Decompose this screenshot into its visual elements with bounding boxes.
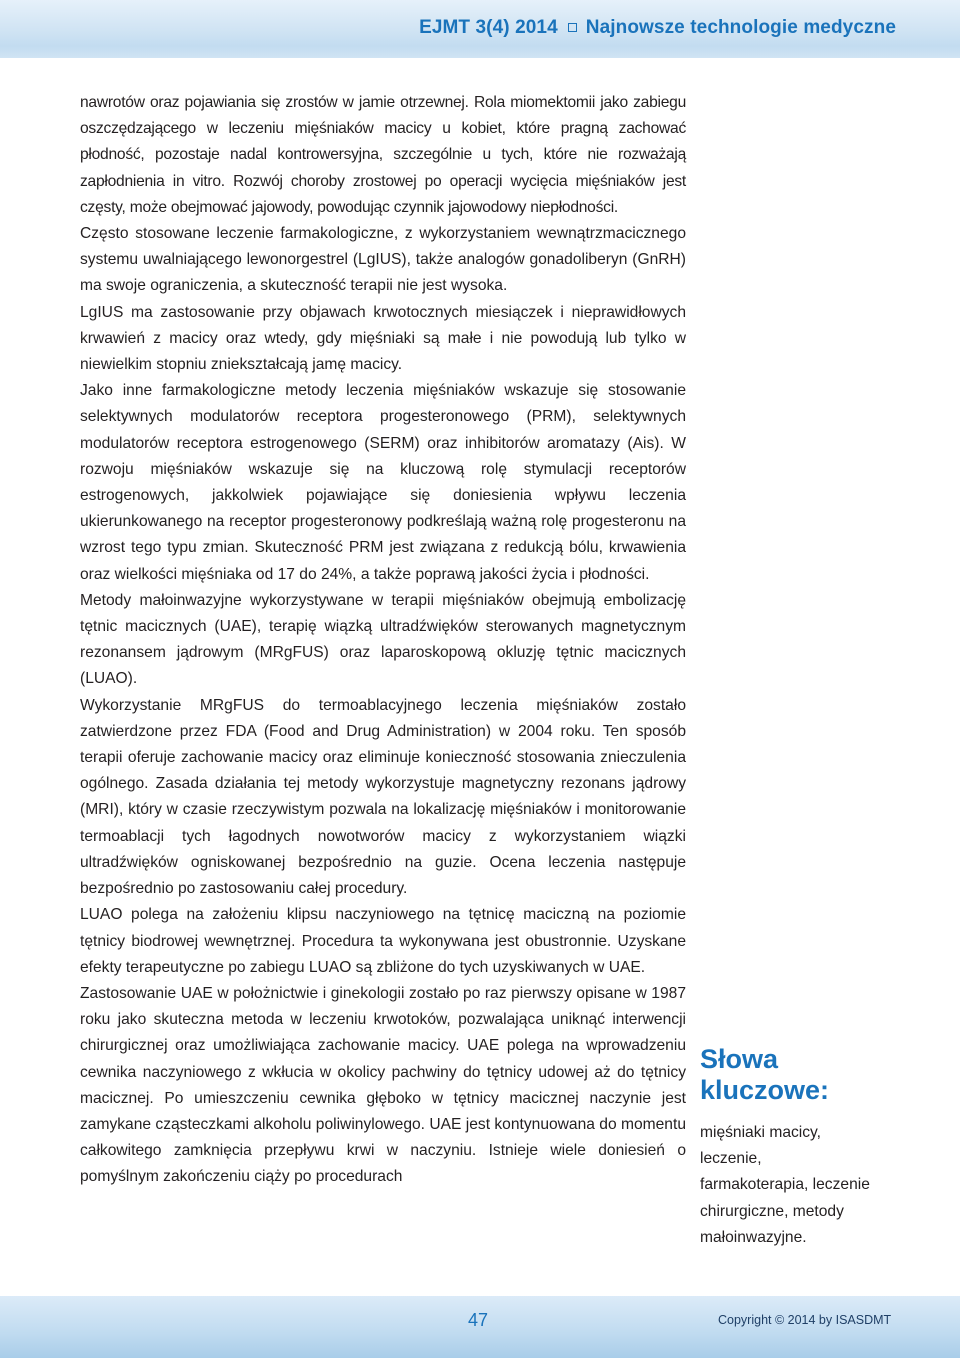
article-body [80,90,686,1191]
paragraph: nawrotów oraz pojawiania się zrostów w jamie otrzewnej. Rola miomektomii jako zabiegu oszczędzającego w leczeniu mięśniaków macicy u kobiet, które pragną zachować płodność, pozostaje nadal kontrowersyjna, szczególnie u tych, które nie rozważają zapłodnienia in vitro. Rozwój choroby zrostowej po operacji wycięcia mięśniaków jest częsty, może obejmować jajowody, powodując czynnik jajowodowy niepłodności. [80,94,686,216]
paragraph: Metody małoinwazyjne wykorzystywane w terapii mięśniaków obejmują embolizację tętnic macicznych (UAE), terapię wiązką ultradźwięków sterowanych magnetycznym rezonansem jądrowym (MRgFUS) oraz laparoskopową okluzję tętnic macicznych (LUAO). [80,591,686,688]
paragraph: Wykorzystanie MRgFUS do termoablacyjnego leczenia mięśniaków zostało zatwierdzone przez FDA (Food and Drug Administration) w 2004 roku. Ten sposób terapii oferuje zachowanie macicy oraz eliminuje konieczność stosowania znieczulenia ogólnego. Zasada działania tej metody wykorzystuje magnetyczny rezonans jądrowy (MRI), który w czasie rzeczywistym pozwala na lokalizację mięśniaków i monitorowanie termoablacji tych łagodnych nowotworów macicy z wykorzystaniem wiązki ultradźwięków ogniskowanej bezpośrednio na guzie. Ocena leczenia następuje bezpośrednio po zastosowaniu całej procedury. [80,696,686,898]
page-header [0,0,960,58]
keywords-title: Słowa kluczowe: [700,1044,830,1105]
paragraph: LgIUS ma zastosowanie przy objawach krwotocznych miesiączek i nieprawidłowych krwawień z macicy oraz wtedy, gdy mięśniaki są małe i nie powodują lub tylko w niewielkim stopniu zniekształcają jamę macicy. [80,303,686,374]
keywords-list: mięśniaki macicy, leczenie, farmakoterapia, leczenie chirurgiczne, metody małoinwazyjne. [700,1124,870,1246]
paragraph: Jako inne farmakologiczne metody leczenia mięśniaków wskazuje się stosowanie selektywnych modulatorów receptora progesteronowego (PRM), selektywnych modulatorów receptora estrogenowego (SERM) oraz inhibitorów aromatazy (Ais). W rozwoju mięśniaków wskazuje się na kluczową rolę stymulacji receptorów estrogenowych, jakkolwiek pojawiające się doniesienia wpływu leczenia ukierunkowanego na receptor progesteronowy podkreślają ważną rolę progesteronu na wzrost tego typu zmian. Skuteczność PRM jest związana z redukcją bólu, krwawienia oraz wielkości mięśniaka od 17 do 24%, a także poprawą jakości życia i płodności. [80,382,686,583]
page-footer [0,1296,960,1358]
page-number: 47 [468,1310,489,1330]
paragraph: LUAO polega na założeniu klipsu naczyniowego na tętnicę maciczną na poziomie tętnicy biodrowej wewnętrznej. Procedura ta wykonywana jest obustronnie. Uzyskane efekty terapeutyczne po zabiegu LUAO są zbliżone do tych uzyskiwanych w UAE. [80,906,686,976]
section-name: Najnowsze technologie medyczne [585,17,896,38]
keywords-box [700,1044,870,1251]
running-head [419,17,896,39]
paragraph: Zastosowanie UAE w położnictwie i ginekologii zostało po raz pierwszy opisane w 1987 roku jako skuteczna metoda w leczeniu krwotoków, pozwalająca uniknąć interwencji chirurgicznej oraz umożliwiająca zachowanie macicy. UAE polega na wprowadzeniu cewnika naczyniowego z wkłucia w okolicy pachwiny do tętnicy udowej aż do tętnicy macicznej. Po umieszczeniu cewnika głęboko w tętnicy macicznej naczynie jest zamykane cząsteczkami alkoholu poliwinylowego. UAE jest kontynuowana do momentu całkowitego zamknięcia przepływu krwi w naczyniu. Istnieje wiele doniesień o pomyślnym zakończeniu ciąży po procedurach [80,984,686,1186]
paragraph: Często stosowane leczenie farmakologiczne, z wykorzystaniem wewnątrzmacicznego systemu uwalniającego lewonorgestrel (LgIUS), także analogów gonadoliberyn (GnRH) ma swoje ograniczenia, a skuteczność terapii nie jest wysoka. [80,225,686,295]
square-separator-icon [568,23,577,32]
copyright-notice: Copyright © 2014 by ISASDMT [718,1313,892,1327]
journal-name: EJMT 3(4) 2014 [419,17,558,38]
